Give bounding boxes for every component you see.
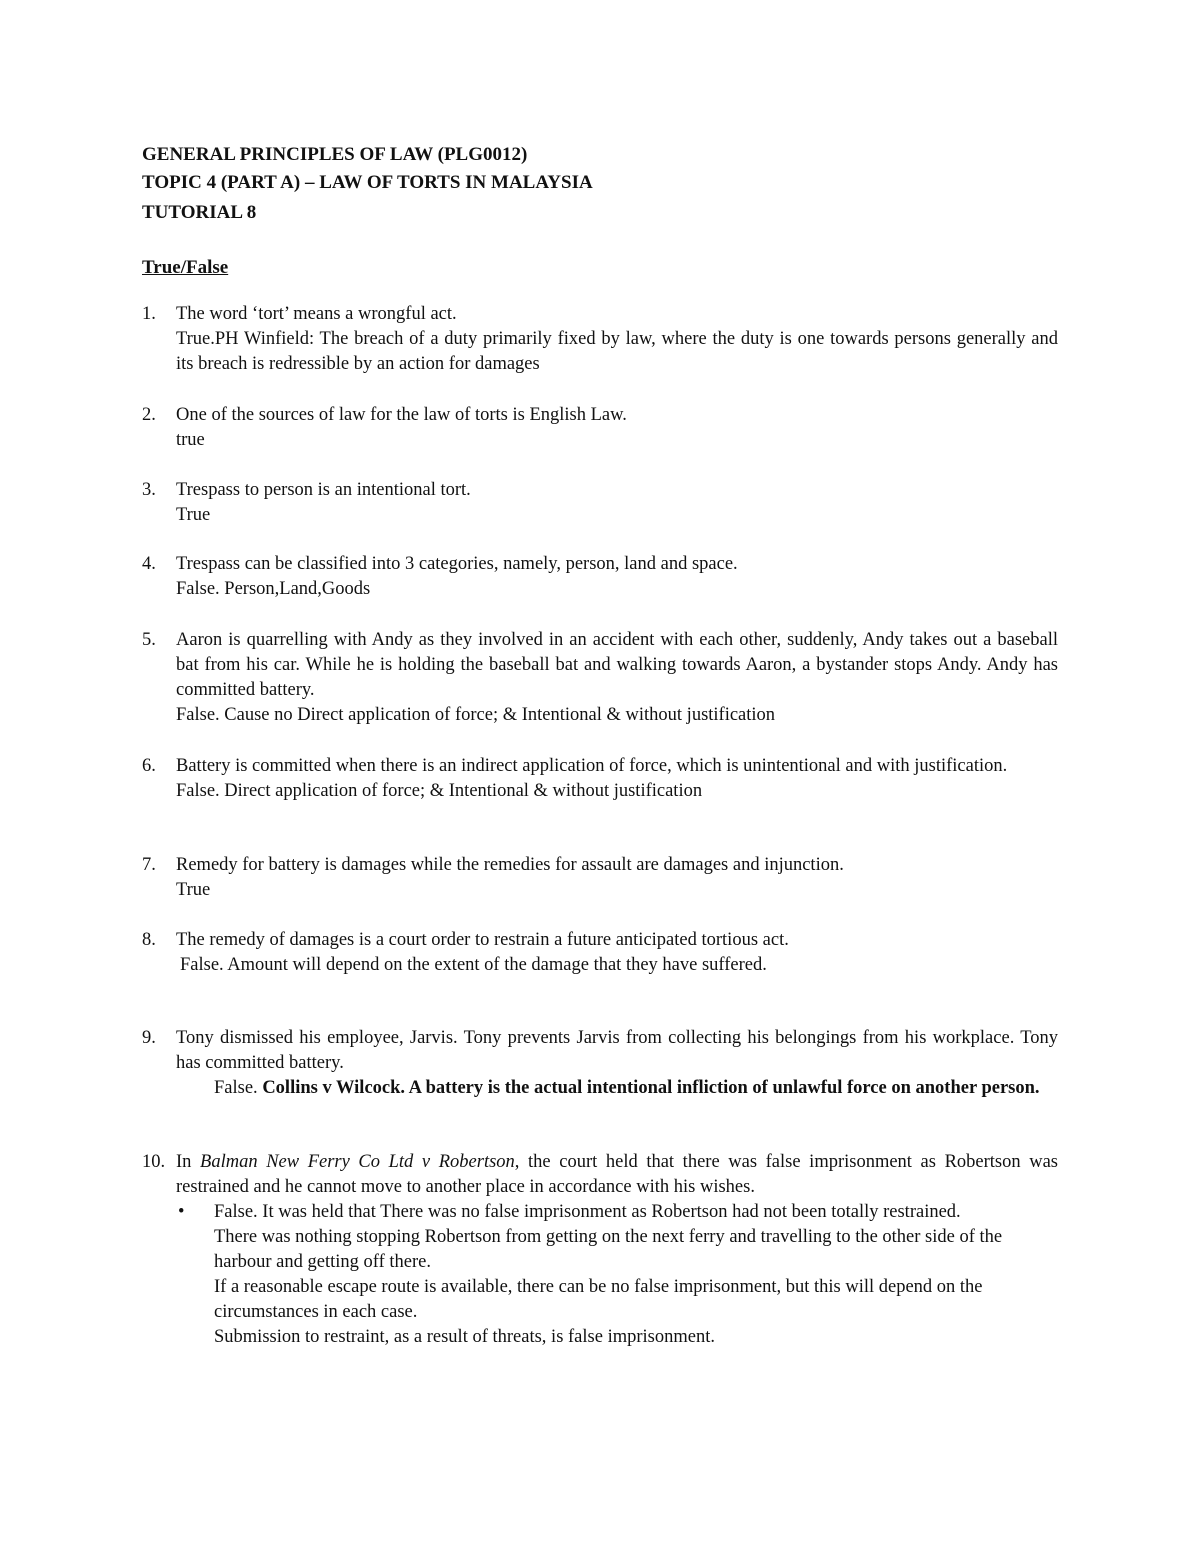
question-item: [142, 478, 1058, 528]
question-number: 8.: [142, 930, 156, 950]
question-number: 3.: [142, 480, 156, 500]
question-text: Battery is committed when there is an indirect application of force, which is unintentional and with justification.: [176, 756, 1008, 776]
question-item: [142, 754, 1058, 804]
answer-line: There was nothing stopping Robertson from getting on the next ferry and travelling to the other side of the harbour and getting off there.: [214, 1227, 1003, 1272]
question-item: [142, 403, 1058, 453]
answer-case-holding: Collins v Wilcock. A battery is the actual intentional infliction of unlawful force on another person.: [262, 1078, 1040, 1098]
question-text: Aaron is quarrelling with Andy as they involved in an accident with each other, suddenly, Andy takes out a baseball bat from his car. While he is holding the baseball bat and walking towards Aaron, a bystander stops Andy. Andy has committed battery.: [176, 630, 1058, 700]
question-text-pre: In: [176, 1152, 201, 1172]
question-item: [142, 1150, 1058, 1350]
question-number: 5.: [142, 630, 156, 650]
question-text: [176, 1150, 1058, 1200]
question-number: 7.: [142, 855, 156, 875]
question-text: One of the sources of law for the law of torts is English Law.: [176, 405, 627, 425]
answer-text: False. Cause no Direct application of force; & Intentional & without justification: [176, 705, 776, 725]
answer-bullet: [176, 1200, 1058, 1350]
answer-line: If a reasonable escape route is available, there can be no false imprisonment, but this will depend on the circumstances in each case.: [214, 1277, 983, 1322]
case-name: Balman New Ferry Co Ltd v Robertson: [200, 1152, 515, 1172]
question-item: [142, 302, 1058, 377]
question-number: 6.: [142, 756, 156, 776]
question-item: [142, 552, 1058, 602]
answer-text: False. Amount will depend on the extent of the damage that they have suffered.: [180, 955, 767, 975]
question-text: Remedy for battery is damages while the remedies for assault are damages and injunction.: [176, 855, 844, 875]
question-text-post: , the court held that there was false imprisonment as Robertson was restrained and he cannot move to another place in accordance with his wishes.: [176, 1152, 1059, 1197]
question-number: 1.: [142, 304, 156, 324]
question-item: [142, 853, 1058, 903]
course-title: GENERAL PRINCIPLES OF LAW (PLG0012): [142, 144, 528, 165]
question-number: 10.: [142, 1152, 166, 1172]
question-number: 2.: [142, 405, 156, 425]
question-text: The word ‘tort’ means a wrongful act.: [176, 304, 457, 324]
answer-text: False. Person,Land,Goods: [176, 579, 371, 599]
question-item: [142, 1026, 1058, 1101]
question-number: 4.: [142, 554, 156, 574]
answer-text: False. Direct application of force; & Intentional & without justification: [176, 781, 703, 801]
question-item: [142, 628, 1058, 728]
question-text: Tony dismissed his employee, Jarvis. Tony prevents Jarvis from collecting his belongings from his workplace. Tony has committed battery.: [176, 1028, 1058, 1073]
answer-text: True: [176, 505, 211, 525]
answer-line: False. It was held that There was no false imprisonment as Robertson had not been totally restrained.: [214, 1202, 961, 1222]
answer-text: True.PH Winfield: The breach of a duty primarily fixed by law, where the duty is one towards persons generally and its breach is redressible by an action for damages: [176, 329, 1058, 374]
tutorial-title: TUTORIAL 8: [142, 202, 257, 223]
question-item: [142, 928, 1058, 978]
bullet-icon: •: [178, 1202, 185, 1222]
question-number: 9.: [142, 1028, 156, 1048]
question-text: The remedy of damages is a court order to restrain a future anticipated tortious act.: [176, 930, 789, 950]
section-title: True/False: [142, 257, 229, 278]
topic-title: TOPIC 4 (PART A) – LAW OF TORTS IN MALAYSIA: [142, 172, 593, 193]
answer-prefix: False.: [214, 1078, 263, 1098]
answer-line: Submission to restraint, as a result of threats, is false imprisonment.: [214, 1327, 715, 1347]
answer-text: True: [176, 880, 211, 900]
question-text: Trespass to person is an intentional tort.: [176, 480, 471, 500]
question-text: Trespass can be classified into 3 categories, namely, person, land and space.: [176, 554, 738, 574]
answer-text: true: [176, 430, 205, 450]
answer-text: [176, 1076, 1058, 1101]
